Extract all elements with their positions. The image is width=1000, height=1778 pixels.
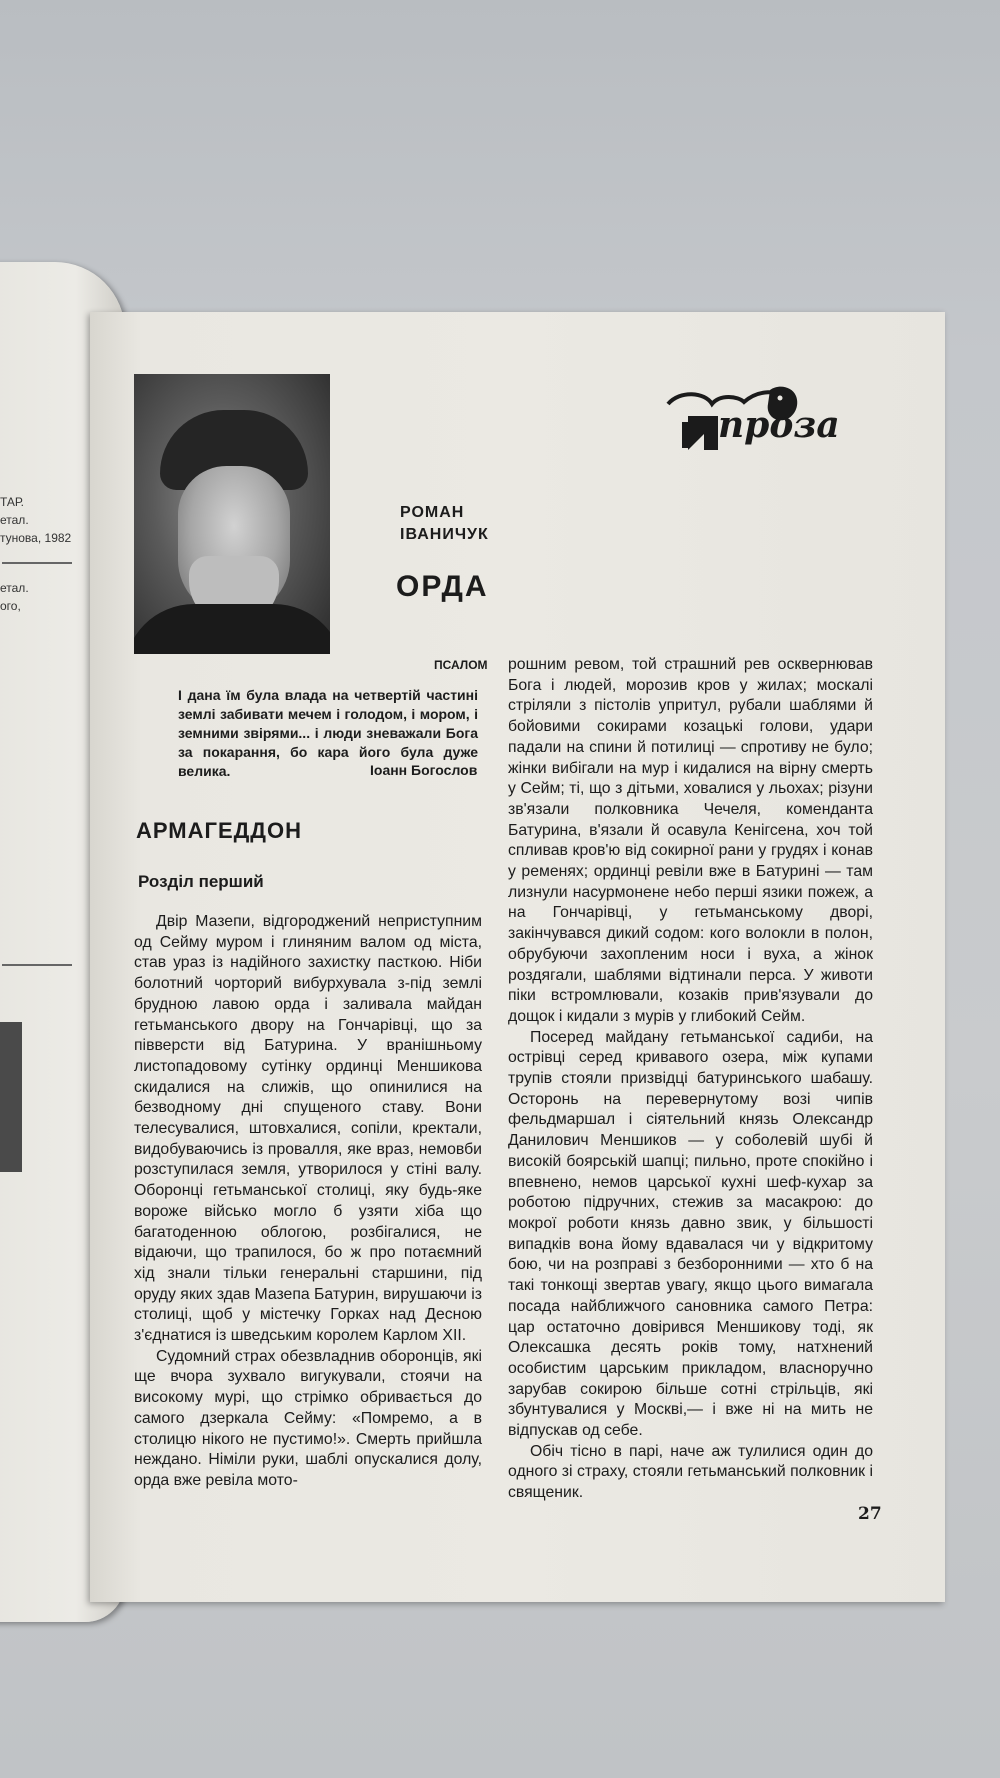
left-page-image-edge [0,1022,22,1172]
paragraph: Обіч тісно в парі, наче аж тулилися один до одного зі страху, стояли гетьманський полковник і священик. [508,1442,873,1502]
magazine-page [90,312,945,1602]
paragraph: Судомний страх обезвладнив оборонців, які ще вчора зухвало вигукували, стоячи на високому мурі, що стрімко обривається до самого дзеркала Сейму: «Помремо, а в столицю нікого не пустимо!». Смерть прийшла неждано. Німіли руки, шаблі опускалися долу, орда вже ревіла мото- [134,1347,482,1489]
left-page-fragment: ТАР. [0,495,25,509]
page-number: 27 [858,1504,882,1524]
text-column-left [134,912,482,1492]
left-page-fragment: тунова, 1982 [0,531,72,545]
work-title: ОРДА [396,570,489,603]
text-column-right [508,655,873,1504]
epigraph-label: ПСАЛОМ [434,658,488,672]
paragraph: Посеред майдану гетьманської садиби, на острівці серед кривавого озера, між купами трупів стояли призвідці батуринського шабашу. Осторонь на перевернутому возі чипів фельдмаршал і сіятельний князь Олександр Данилович Меншиков — у соболевій шубі й високій боярській шапці; пильно, проте спокійно і впевнено, немов царської кухні шеф-кухар за роботою підручних, стежив за масакрою: до мокрої роботи князь давно звик, у більшості випадків вона йому вдавалася чи у відкритому бою, чи на розправі з безборонними — хто б на такі тонкощі звертав увагу, якщо цього вимагала посада найближчого сановника самого Петра: цар остаточно довірився Меншикову тоді, як Олексашка десять років тому, натхнений особистим царським прикладом, власноручно зарубав сокирою більше сотні стрільців, які збунтувалися у Москві,— і вже ні на мить не відпускав од себе. [508,1028,873,1440]
paragraph: Двір Мазепи, відгороджений неприступним од Сейму муром і глиняним валом од міста, став ураз із надійного захистку пасткою. Ніби болотний чорторий вибурхувала з-під землі брудною лавою орда і заливала майдан гетьманського двору на Гончарівці, що за півверсти від Батурина. У вранішньому листопадовому сутінку ординці Меншикова скидалися на слижів, що опинилися на безводному дні спущеного ставу. Вони телесувалися, штовхалися, сопіли, кректали, видобуваючись із провалля, яке враз, немовби розступилася земля, утворилося у стіні валу. Оборонці гетьманської столиці, яку будь-яке вороже військо могло б узяти хіба що багатоденною облогою, розбігалися, не відаючи, що трапилося, бо ж про потаємний хід знали тільки генеральні старшини, під оруду яких здав Мазепа Батурин, вирушаючи із столиці, щоб у містечку Горках над Десною з'єднатися із шведським королем Карлом XII. [134,913,482,1345]
author-first-name: РОМАН [400,504,465,521]
section-title: АРМАГЕДДОН [136,818,302,843]
author-portrait [134,374,330,654]
chapter-title: Розділ перший [138,872,264,891]
left-page-rule [2,562,72,564]
left-page-rule [2,964,72,966]
author-name [400,502,489,546]
rubric-label: проза [718,404,840,446]
epigraph-attribution: Іоанн Богослов [370,762,478,778]
epigraph-text: І дана їм була влада на четвертій частині землі забивати мечем і голодом, і мором, і земними звірями... і люди зневажали Бога за покарання, бо кара його була дуже велика. [178,687,478,779]
left-page-fragment: етал. [0,513,29,527]
author-last-name: ІВАНИЧУК [400,526,489,543]
left-page-fragment: ого, [0,599,21,613]
left-page-fragment: етал. [0,581,29,595]
paragraph: рошним ревом, той страшний рев осквернював Бога і людей, морозив кров у жилах; москалі стріляли з пістолів упритул, рубали шаблями й бойовими сокирами козацькі голови, удари падали на спини й потилиці — спротиву не було; жінки вибігали на мур і кидалися на вірну смерть у Сейм; ті, що з дітьми, ховалися у льохах; різуни зв'язали полковника Чечеля, коменданта Батурина, в'язали й осавула Кенігсена, хоч той спливав кров'ю від сокирної рани у грудях і конав у ременях; ординці ревіли вже в Батурині — там лизнули насурмонене небо перші язики пожеж, а на Гончарівці, у гетьманському дворі, закінчувався дикий содом: кого волокли в полон, обрубуючи захопленим носи і вуха, а жінок роздягали, шаблями відтинали перса. У животи піки встромлювали, козаків прив'язували до дощок і кидали з мурів у глибокий Сейм. [508,656,873,1025]
